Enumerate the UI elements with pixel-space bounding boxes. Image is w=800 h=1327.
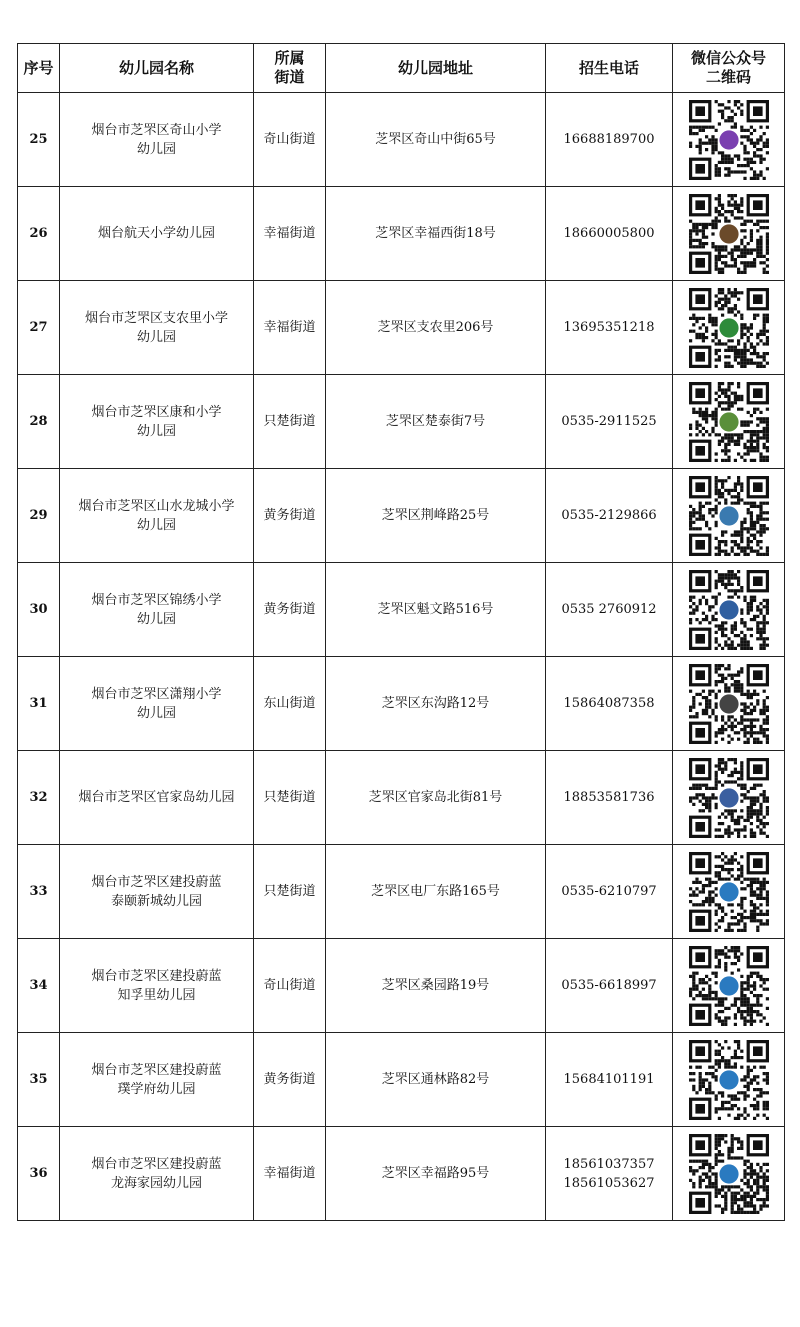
enrollment-phone: 15864087358 — [546, 657, 673, 751]
enrollment-phone: 0535-2911525 — [546, 375, 673, 469]
table-row — [18, 187, 785, 281]
row-number: 31 — [18, 657, 60, 751]
header-street: 所属 街道 — [254, 44, 326, 93]
kindergarten-address: 芝罘区通林路82号 — [326, 1033, 546, 1127]
row-number: 26 — [18, 187, 60, 281]
enrollment-phone: 15684101191 — [546, 1033, 673, 1127]
header-qr: 微信公众号 二维码 — [673, 44, 785, 93]
kindergarten-name: 烟台市芝罘区山水龙城小学 幼儿园 — [60, 469, 254, 563]
wechat-qr-code-icon — [689, 476, 769, 556]
header-name: 幼儿园名称 — [60, 44, 254, 93]
table-row — [18, 751, 785, 845]
wechat-qr-code-icon — [689, 1134, 769, 1214]
header-phone: 招生电话 — [546, 44, 673, 93]
kindergarten-address: 芝罘区支农里206号 — [326, 281, 546, 375]
header-address: 幼儿园地址 — [326, 44, 546, 93]
table-row — [18, 1033, 785, 1127]
wechat-qr-code-icon — [689, 758, 769, 838]
kindergarten-name: 烟台市芝罘区锦绣小学 幼儿园 — [60, 563, 254, 657]
kindergarten-name: 烟台市芝罘区建投蔚蓝 泰颐新城幼儿园 — [60, 845, 254, 939]
kindergarten-name: 烟台市芝罘区官家岛幼儿园 — [60, 751, 254, 845]
table-row — [18, 469, 785, 563]
kindergarten-address: 芝罘区官家岛北街81号 — [326, 751, 546, 845]
row-number: 30 — [18, 563, 60, 657]
kindergarten-address: 芝罘区楚泰街7号 — [326, 375, 546, 469]
qr-cell — [673, 1127, 785, 1221]
kindergarten-address: 芝罘区奇山中街65号 — [326, 93, 546, 187]
kindergarten-table — [17, 43, 785, 1221]
enrollment-phone: 0535-6210797 — [546, 845, 673, 939]
row-number: 28 — [18, 375, 60, 469]
table-row — [18, 657, 785, 751]
kindergarten-name: 烟台市芝罘区建投蔚蓝 龙海家园幼儿园 — [60, 1127, 254, 1221]
wechat-qr-code-icon — [689, 570, 769, 650]
qr-cell — [673, 93, 785, 187]
street-name: 奇山街道 — [254, 939, 326, 1033]
street-name: 只楚街道 — [254, 845, 326, 939]
street-name: 幸福街道 — [254, 1127, 326, 1221]
table-row — [18, 563, 785, 657]
enrollment-phone: 18561037357 18561053627 — [546, 1127, 673, 1221]
qr-cell — [673, 281, 785, 375]
qr-cell — [673, 469, 785, 563]
enrollment-phone: 0535-2129866 — [546, 469, 673, 563]
kindergarten-address: 芝罘区魁文路516号 — [326, 563, 546, 657]
kindergarten-address: 芝罘区东沟路12号 — [326, 657, 546, 751]
kindergarten-name: 烟台市芝罘区建投蔚蓝 知孚里幼儿园 — [60, 939, 254, 1033]
wechat-qr-code-icon — [689, 100, 769, 180]
row-number: 34 — [18, 939, 60, 1033]
qr-cell — [673, 657, 785, 751]
row-number: 32 — [18, 751, 60, 845]
header-row — [18, 44, 785, 93]
wechat-qr-code-icon — [689, 946, 769, 1026]
qr-cell — [673, 563, 785, 657]
enrollment-phone: 0535-6618997 — [546, 939, 673, 1033]
qr-cell — [673, 751, 785, 845]
qr-cell — [673, 845, 785, 939]
enrollment-phone: 0535 2760912 — [546, 563, 673, 657]
table-row — [18, 281, 785, 375]
street-name: 黄务街道 — [254, 563, 326, 657]
row-number: 29 — [18, 469, 60, 563]
street-name: 东山街道 — [254, 657, 326, 751]
wechat-qr-code-icon — [689, 1040, 769, 1120]
row-number: 25 — [18, 93, 60, 187]
enrollment-phone: 13695351218 — [546, 281, 673, 375]
kindergarten-name: 烟台市芝罘区支农里小学 幼儿园 — [60, 281, 254, 375]
table-row — [18, 939, 785, 1033]
street-name: 只楚街道 — [254, 751, 326, 845]
enrollment-phone: 18853581736 — [546, 751, 673, 845]
qr-cell — [673, 1033, 785, 1127]
street-name: 黄务街道 — [254, 1033, 326, 1127]
row-number: 33 — [18, 845, 60, 939]
header-seq: 序号 — [18, 44, 60, 93]
table-row — [18, 845, 785, 939]
street-name: 只楚街道 — [254, 375, 326, 469]
wechat-qr-code-icon — [689, 382, 769, 462]
street-name: 幸福街道 — [254, 281, 326, 375]
row-number: 27 — [18, 281, 60, 375]
qr-cell — [673, 375, 785, 469]
kindergarten-address: 芝罘区幸福西街18号 — [326, 187, 546, 281]
kindergarten-address: 芝罘区桑园路19号 — [326, 939, 546, 1033]
table-row — [18, 375, 785, 469]
wechat-qr-code-icon — [689, 288, 769, 368]
wechat-qr-code-icon — [689, 194, 769, 274]
wechat-qr-code-icon — [689, 852, 769, 932]
kindergarten-address: 芝罘区荆峰路25号 — [326, 469, 546, 563]
kindergarten-name: 烟台市芝罘区康和小学 幼儿园 — [60, 375, 254, 469]
table-row — [18, 93, 785, 187]
street-name: 黄务街道 — [254, 469, 326, 563]
qr-cell — [673, 939, 785, 1033]
kindergarten-name: 烟台市芝罘区建投蔚蓝 璞学府幼儿园 — [60, 1033, 254, 1127]
street-name: 奇山街道 — [254, 93, 326, 187]
kindergarten-name: 烟台市芝罘区潇翔小学 幼儿园 — [60, 657, 254, 751]
row-number: 36 — [18, 1127, 60, 1221]
enrollment-phone: 16688189700 — [546, 93, 673, 187]
row-number: 35 — [18, 1033, 60, 1127]
enrollment-phone: 18660005800 — [546, 187, 673, 281]
table-row — [18, 1127, 785, 1221]
qr-cell — [673, 187, 785, 281]
street-name: 幸福街道 — [254, 187, 326, 281]
wechat-qr-code-icon — [689, 664, 769, 744]
kindergarten-address: 芝罘区幸福路95号 — [326, 1127, 546, 1221]
kindergarten-name: 烟台航天小学幼儿园 — [60, 187, 254, 281]
kindergarten-address: 芝罘区电厂东路165号 — [326, 845, 546, 939]
kindergarten-name: 烟台市芝罘区奇山小学 幼儿园 — [60, 93, 254, 187]
